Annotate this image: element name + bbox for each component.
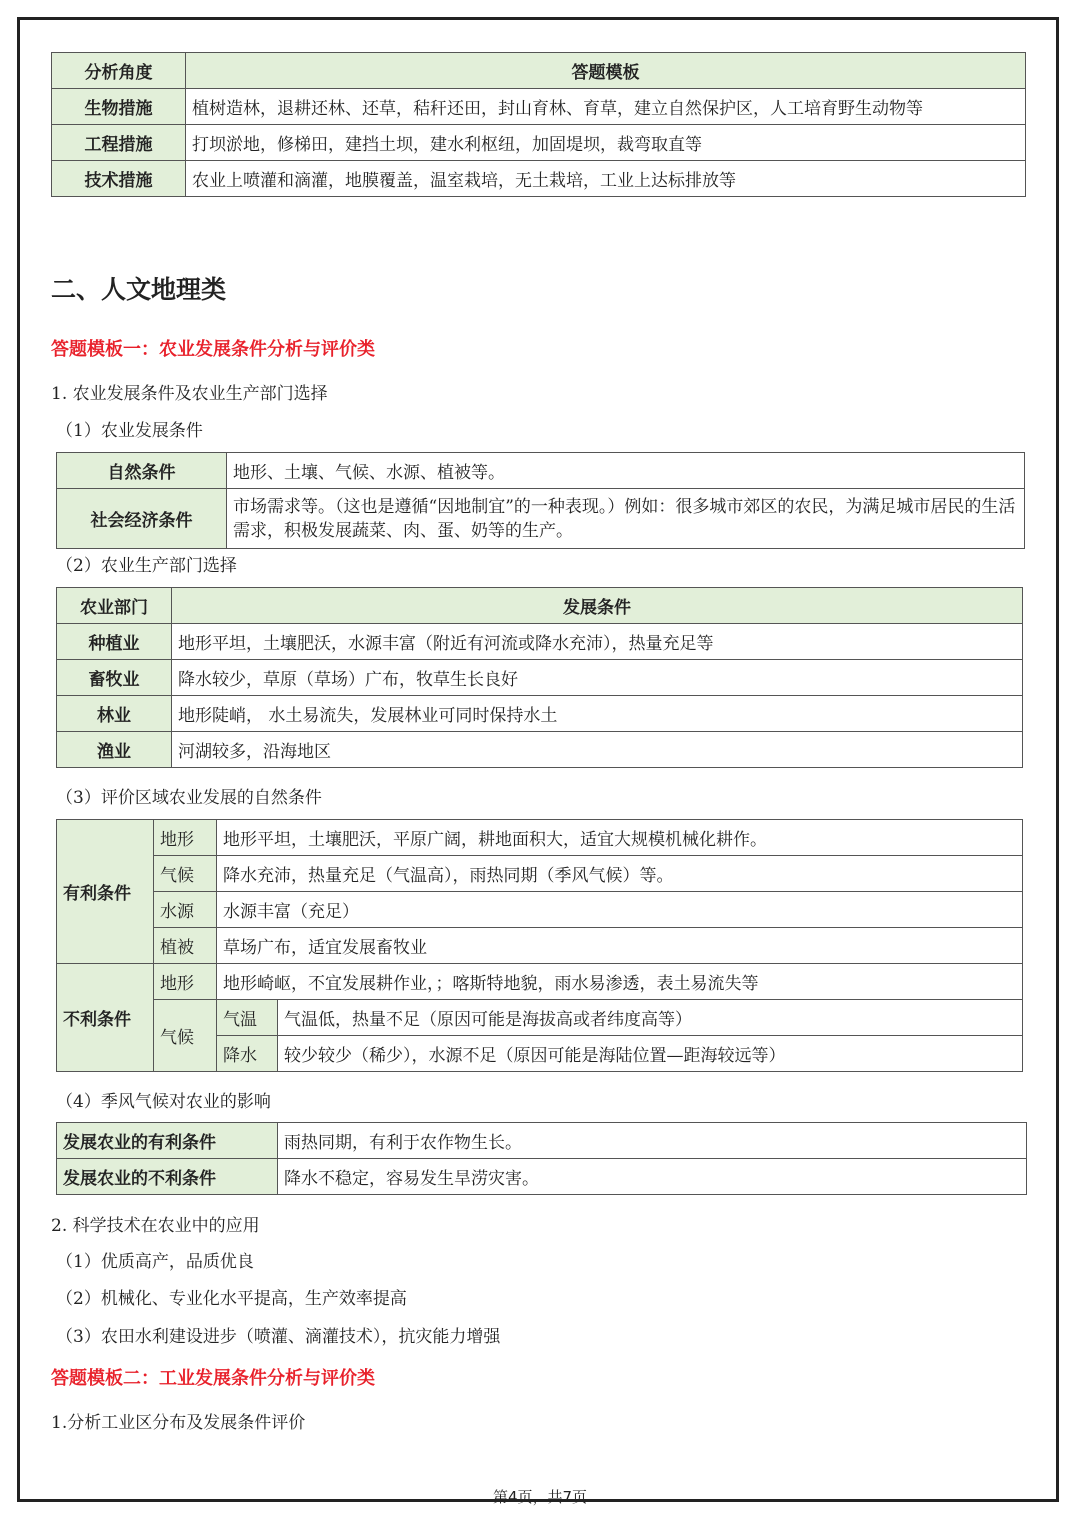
monsoon-table — [56, 1122, 1027, 1195]
row-label: 发展农业的有利条件 — [57, 1123, 278, 1159]
table-cell: 打坝淤地，修梯田，建挡土坝，建水利枢纽，加固堤坝，裁弯取直等 — [186, 125, 1026, 161]
row-label: 技术措施 — [52, 161, 186, 197]
template-title: 答题模板一：农业发展条件分析与评价类 — [51, 339, 375, 360]
table-cell: 气温低，热量不足（原因可能是海拔高或者纬度高等） — [278, 1000, 1023, 1036]
table-header: 分析角度 — [52, 53, 186, 89]
factor-label: 植被 — [154, 928, 217, 964]
paragraph: （3）评价区域农业发展的自然条件 — [56, 788, 322, 808]
factor-label: 水源 — [154, 892, 217, 928]
measures-table — [51, 52, 1026, 197]
factor-label: 气候 — [154, 1000, 217, 1072]
paragraph: 1.分析工业区分布及发展条件评价 — [51, 1413, 306, 1433]
page-number: 第4页，共7页 — [492, 1488, 588, 1506]
table-cell: 降水较少，草原（草场）广布，牧草生长良好 — [172, 660, 1023, 696]
section-title: 二、人文地理类 — [51, 275, 227, 304]
table-cell: 地形陡峭， 水土易流失，发展林业可同时保持水土 — [172, 696, 1023, 732]
table-cell: 市场需求等。（这也是遵循“因地制宜”的一种表现。）例如：很多城市郊区的农民，为满足城市居民的生活需求，积极发展蔬菜、肉、蛋、奶等的生产。 — [227, 489, 1025, 549]
paragraph: 1. 农业发展条件及农业生产部门选择 — [51, 384, 328, 404]
row-label: 工程措施 — [52, 125, 186, 161]
paragraph: （1）农业发展条件 — [56, 421, 203, 441]
row-label: 生物措施 — [52, 89, 186, 125]
table-cell: 植树造林，退耕还林、还草，秸秆还田，封山育林、育草，建立自然保护区，人工培育野生动物等 — [186, 89, 1026, 125]
table-cell: 地形、土壤、气候、水源、植被等。 — [227, 453, 1025, 489]
favorable-label: 有利条件 — [57, 820, 154, 964]
table-cell: 农业上喷灌和滴灌，地膜覆盖，温室栽培，无土栽培，工业上达标排放等 — [186, 161, 1026, 197]
table-header: 农业部门 — [57, 588, 172, 624]
unfavorable-label: 不利条件 — [57, 964, 154, 1072]
paragraph: （2）机械化、专业化水平提高，生产效率提高 — [56, 1289, 407, 1309]
table-cell: 较少较少（稀少），水源不足（原因可能是海陆位置—距海较远等） — [278, 1036, 1023, 1072]
row-label: 自然条件 — [57, 453, 227, 489]
agri-sector-table — [56, 587, 1023, 768]
table-cell: 草场广布，适宜发展畜牧业 — [217, 928, 1023, 964]
paragraph: 2. 科学技术在农业中的应用 — [51, 1216, 260, 1236]
table-cell: 地形崎岖，不宜发展耕作业，；喀斯特地貌，雨水易渗透，表土易流失等 — [217, 964, 1023, 1000]
paragraph: （1）优质高产，品质优良 — [56, 1252, 254, 1272]
table-cell: 降水充沛，热量充足（气温高），雨热同期（季风气候）等。 — [217, 856, 1023, 892]
paragraph: （3）农田水利建设进步（喷灌、滴灌技术），抗灾能力增强 — [56, 1327, 501, 1347]
factor-label: 气候 — [154, 856, 217, 892]
row-label: 社会经济条件 — [57, 489, 227, 549]
row-label: 畜牧业 — [57, 660, 172, 696]
table-header: 答题模板 — [186, 53, 1026, 89]
subfactor-label: 降水 — [217, 1036, 278, 1072]
table-cell: 地形平坦，土壤肥沃，水源丰富（附近有河流或降水充沛），热量充足等 — [172, 624, 1023, 660]
subfactor-label: 气温 — [217, 1000, 278, 1036]
template-title: 答题模板二：工业发展条件分析与评价类 — [51, 1368, 375, 1389]
factor-label: 地形 — [154, 964, 217, 1000]
row-label: 林业 — [57, 696, 172, 732]
table-header: 发展条件 — [172, 588, 1023, 624]
row-label: 种植业 — [57, 624, 172, 660]
paragraph: （4）季风气候对农业的影响 — [56, 1092, 271, 1112]
natural-conditions-table — [56, 819, 1023, 1072]
table-cell: 河湖较多，沿海地区 — [172, 732, 1023, 768]
table-cell: 水源丰富（充足） — [217, 892, 1023, 928]
table-cell: 地形平坦，土壤肥沃，平原广阔，耕地面积大，适宜大规模机械化耕作。 — [217, 820, 1023, 856]
table-cell: 雨热同期，有利于农作物生长。 — [278, 1123, 1027, 1159]
row-label: 发展农业的不利条件 — [57, 1159, 278, 1195]
table-cell: 降水不稳定，容易发生旱涝灾害。 — [278, 1159, 1027, 1195]
factor-label: 地形 — [154, 820, 217, 856]
paragraph: （2）农业生产部门选择 — [56, 556, 237, 576]
row-label: 渔业 — [57, 732, 172, 768]
agri-conditions-table — [56, 452, 1025, 549]
